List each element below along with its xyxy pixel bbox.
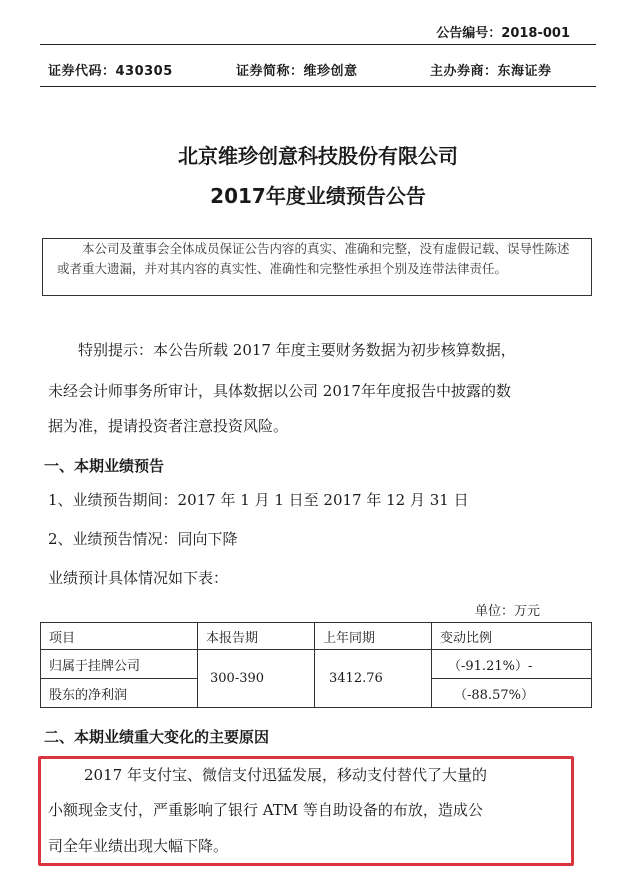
- report-title: 2017年度业绩预告公告: [210, 184, 426, 208]
- performance-table: [40, 622, 592, 708]
- header-top-rule: [40, 44, 596, 45]
- announcement-number: 公告编号：2018-001: [436, 26, 570, 41]
- special-notice-line-3: 据为准，提请投资者注意投资风险。: [48, 417, 289, 435]
- section-2-heading: 二、本期业绩重大变化的主要原因: [44, 728, 270, 746]
- cell-prior-value: 3412.76: [315, 650, 432, 708]
- special-notice-line-2: 未经会计师事务所审计，具体数据以公司 2017年年度报告中披露的数: [48, 382, 511, 400]
- cell-change-2: （-88.57%）: [432, 679, 592, 708]
- unit-label: 单位：万元: [474, 604, 540, 619]
- section-1-heading: 一、本期业绩预告: [44, 457, 165, 475]
- sponsor-broker: 主办券商：东海证券: [430, 64, 552, 79]
- header-change-ratio: 变动比例: [432, 623, 592, 650]
- header-item: 项目: [41, 623, 198, 650]
- reason-line-2: 小额现金支付，严重影响了银行 ATM 等自助设备的布放，造成公: [48, 801, 483, 819]
- cell-current-value: 300-390: [198, 650, 315, 708]
- cell-item-1: 归属于挂牌公司: [41, 650, 198, 679]
- cell-item-2: 股东的净利润: [41, 679, 198, 708]
- header-bottom-rule: [40, 86, 596, 87]
- reason-line-1: 2017 年支付宝、微信支付迅猛发展，移动支付替代了大量的: [84, 766, 487, 784]
- company-title: 北京维珍创意科技股份有限公司: [178, 144, 458, 168]
- reason-line-3: 司全年业绩出现大幅下降。: [48, 837, 229, 855]
- disclaimer-box: 本公司及董事会全体成员保证公告内容的真实、准确和完整，没有虚假记载、误导性陈述或者重大遗漏，并对其内容的真实性、准确性和完整性承担个别及连带法律责任。: [42, 238, 592, 296]
- header-current-period: 本报告期: [198, 623, 315, 650]
- security-code: 证券代码：430305: [48, 64, 173, 79]
- special-notice-line-1: 特别提示：本公告所载 2017 年度主要财务数据为初步核算数据，: [78, 341, 516, 359]
- forecast-status: 2、业绩预告情况：同向下降: [48, 530, 238, 548]
- security-name: 证券简称：维珍创意: [236, 64, 358, 79]
- cell-change-1: （-91.21%）-: [432, 650, 592, 679]
- table-header-row: [41, 623, 592, 650]
- table-intro: 业绩预计具体情况如下表：: [48, 569, 229, 587]
- table-row: [41, 650, 592, 679]
- forecast-period: 1、业绩预告期间：2017 年 1 月 1 日至 2017 年 12 月 31 日: [48, 491, 469, 509]
- header-prior-period: 上年同期: [315, 623, 432, 650]
